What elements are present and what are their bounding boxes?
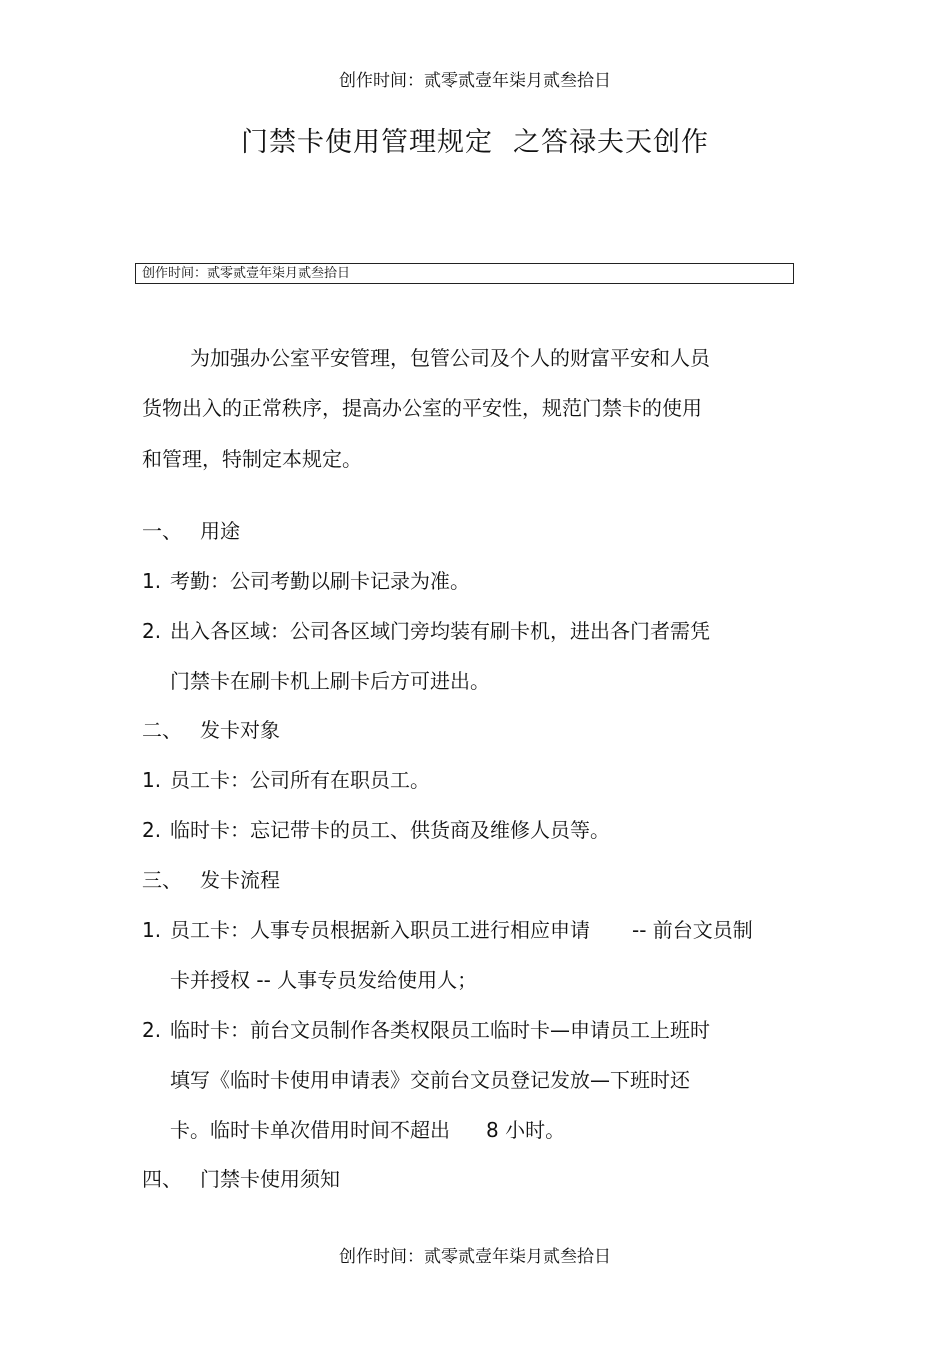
item-number: 2.: [142, 1018, 162, 1042]
item-number: 1.: [142, 768, 162, 792]
item-text: 考勤：公司考勤以刷卡记录为准。: [170, 569, 470, 593]
boxed-creation-time: 创作时间：贰零贰壹年柒月贰叁拾日: [135, 263, 794, 284]
item-text: 卡。临时卡单次借用时间不超出: [170, 1118, 450, 1142]
intro-line-3: 和管理，特制定本规定。: [142, 447, 362, 471]
section-heading-2: [142, 717, 280, 743]
title-sub: 之答禄夫天创作: [513, 127, 709, 158]
item-number: 1.: [142, 918, 162, 942]
item-number: 1.: [142, 569, 162, 593]
list-item: [142, 618, 710, 644]
list-item: [142, 1017, 710, 1043]
list-item: [142, 568, 470, 594]
item-number: 2.: [142, 619, 162, 643]
section-title: 发卡流程: [200, 868, 280, 892]
section-heading-3: [142, 867, 280, 893]
item-text: 员工卡：人事专员根据新入职员工进行相应申请: [170, 918, 590, 942]
item-text: -- 前台文员制: [632, 918, 753, 942]
section-heading-1: [142, 518, 240, 544]
list-item: [142, 917, 753, 943]
item-continuation: 填写《临时卡使用申请表》交前台文员登记发放—下班时还: [170, 1068, 690, 1092]
section-number: 一、: [142, 519, 182, 543]
item-text: 出入各区域：公司各区域门旁均装有刷卡机，进出各门者需凭: [170, 619, 710, 643]
item-number: 2.: [142, 818, 162, 842]
section-number: 二、: [142, 718, 182, 742]
section-title: 用途: [200, 519, 240, 543]
header-creation-time: 创作时间：贰零贰壹年柒月贰叁拾日: [339, 71, 611, 91]
section-title: 发卡对象: [200, 718, 280, 742]
list-item: [142, 767, 430, 793]
item-continuation: 卡并授权 -- 人事专员发给使用人；: [170, 968, 478, 992]
item-text: 临时卡：忘记带卡的员工、供货商及维修人员等。: [170, 818, 610, 842]
section-title: 门禁卡使用须知: [200, 1167, 340, 1191]
list-item: [142, 817, 610, 843]
intro-line-2: 货物出入的正常秩序，提高办公室的平安性，规范门禁卡的使用: [142, 396, 702, 420]
footer-creation-time: 创作时间：贰零贰壹年柒月贰叁拾日: [339, 1247, 611, 1267]
item-continuation: 门禁卡在刷卡机上刷卡后方可进出。: [170, 669, 490, 693]
item-continuation: [170, 1117, 565, 1143]
title-main: 门禁卡使用管理规定: [241, 127, 493, 158]
intro-line-1: 为加强办公室平安管理，包管公司及个人的财富平安和人员: [190, 346, 710, 370]
item-text: 8 小时。: [486, 1118, 566, 1142]
document-title: [0, 125, 950, 161]
section-number: 三、: [142, 868, 182, 892]
item-text: 临时卡：前台文员制作各类权限员工临时卡—申请员工上班时: [170, 1018, 710, 1042]
section-number: 四、: [142, 1167, 182, 1191]
section-heading-4: [142, 1166, 340, 1192]
item-text: 员工卡：公司所有在职员工。: [170, 768, 430, 792]
